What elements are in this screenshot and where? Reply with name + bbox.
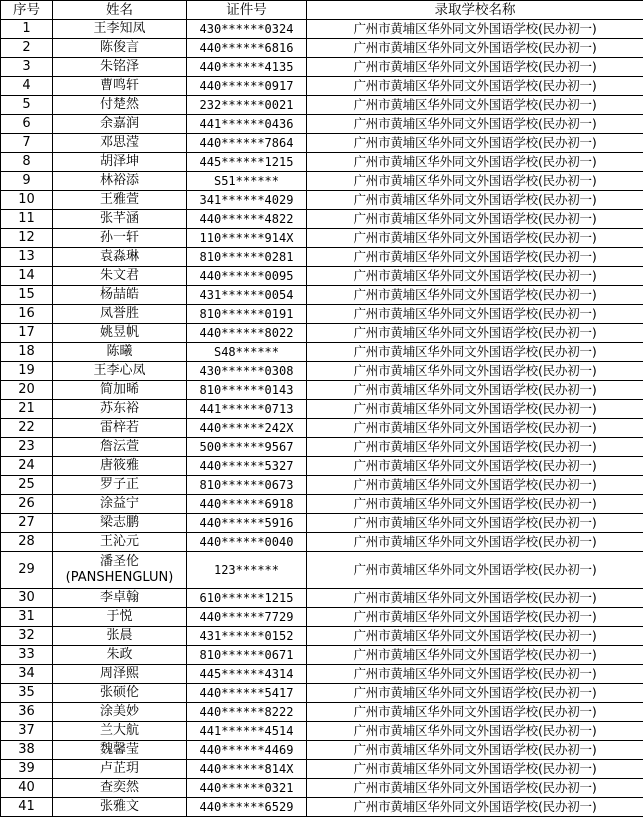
cell-id: 440******4469 — [187, 741, 307, 760]
table-row — [1, 115, 643, 134]
cell-id: 440******7729 — [187, 608, 307, 627]
cell-id: 430******0324 — [187, 20, 307, 39]
table-row — [1, 172, 643, 191]
cell-no: 9 — [1, 172, 53, 191]
cell-id: 440******242X — [187, 419, 307, 438]
cell-no: 38 — [1, 741, 53, 760]
table-row — [1, 741, 643, 760]
table-row — [1, 552, 643, 589]
cell-id: 810******0143 — [187, 381, 307, 400]
cell-id: S51****** — [187, 172, 307, 191]
header-row — [1, 1, 643, 20]
cell-no: 2 — [1, 39, 53, 58]
cell-school: 广州市黄埔区华外同文外国语学校(民办初一) — [307, 248, 643, 267]
cell-id: 440******4822 — [187, 210, 307, 229]
cell-name: 凤誉胜 — [53, 305, 187, 324]
table-row — [1, 77, 643, 96]
cell-no: 20 — [1, 381, 53, 400]
cell-no: 14 — [1, 267, 53, 286]
cell-name: 朱铭泽 — [53, 58, 187, 77]
cell-school: 广州市黄埔区华外同文外国语学校(民办初一) — [307, 722, 643, 741]
cell-name: 詹沄萱 — [53, 438, 187, 457]
table-row — [1, 343, 643, 362]
cell-school: 广州市黄埔区华外同文外国语学校(民办初一) — [307, 267, 643, 286]
cell-name: 林裕添 — [53, 172, 187, 191]
cell-no: 36 — [1, 703, 53, 722]
cell-no: 17 — [1, 324, 53, 343]
cell-school: 广州市黄埔区华外同文外国语学校(民办初一) — [307, 608, 643, 627]
cell-school: 广州市黄埔区华外同文外国语学校(民办初一) — [307, 533, 643, 552]
cell-name: 陈俊言 — [53, 39, 187, 58]
cell-school: 广州市黄埔区华外同文外国语学校(民办初一) — [307, 400, 643, 419]
cell-id: 810******0671 — [187, 646, 307, 665]
cell-name: 张晨 — [53, 627, 187, 646]
cell-school: 广州市黄埔区华外同文外国语学校(民办初一) — [307, 779, 643, 798]
cell-name: 简加晞 — [53, 381, 187, 400]
table-row — [1, 779, 643, 798]
cell-name: 王雅萱 — [53, 191, 187, 210]
table-row — [1, 210, 643, 229]
cell-no: 10 — [1, 191, 53, 210]
cell-id: 440******0040 — [187, 533, 307, 552]
table-row — [1, 476, 643, 495]
cell-no: 27 — [1, 514, 53, 533]
cell-no: 1 — [1, 20, 53, 39]
cell-name: 罗子正 — [53, 476, 187, 495]
cell-school: 广州市黄埔区华外同文外国语学校(民办初一) — [307, 191, 643, 210]
cell-name: 王李知凤 — [53, 20, 187, 39]
header-id: 证件号 — [187, 1, 307, 20]
cell-name: 余嘉润 — [53, 115, 187, 134]
cell-school: 广州市黄埔区华外同文外国语学校(民办初一) — [307, 172, 643, 191]
cell-id: 810******0191 — [187, 305, 307, 324]
table-row — [1, 20, 643, 39]
cell-no: 19 — [1, 362, 53, 381]
cell-school: 广州市黄埔区华外同文外国语学校(民办初一) — [307, 476, 643, 495]
cell-id: 440******4135 — [187, 58, 307, 77]
cell-no: 16 — [1, 305, 53, 324]
cell-no: 8 — [1, 153, 53, 172]
table-row — [1, 381, 643, 400]
cell-id: 123****** — [187, 552, 307, 589]
cell-no: 21 — [1, 400, 53, 419]
table-row — [1, 438, 643, 457]
cell-id: 440******0321 — [187, 779, 307, 798]
table-row — [1, 665, 643, 684]
cell-name: 姚昱帆 — [53, 324, 187, 343]
cell-id: 440******5417 — [187, 684, 307, 703]
cell-name: 唐筱雅 — [53, 457, 187, 476]
table-row — [1, 229, 643, 248]
table-row — [1, 400, 643, 419]
cell-no: 18 — [1, 343, 53, 362]
table-row — [1, 286, 643, 305]
table-row — [1, 58, 643, 77]
cell-name: 王李心凤 — [53, 362, 187, 381]
cell-name: 陈曦 — [53, 343, 187, 362]
cell-no: 6 — [1, 115, 53, 134]
table-row — [1, 362, 643, 381]
table-row — [1, 419, 643, 438]
table-row — [1, 722, 643, 741]
table-row — [1, 96, 643, 115]
cell-no: 5 — [1, 96, 53, 115]
cell-id: 441******4514 — [187, 722, 307, 741]
cell-name: 朱文君 — [53, 267, 187, 286]
table-row — [1, 608, 643, 627]
cell-id: 440******5327 — [187, 457, 307, 476]
cell-no: 26 — [1, 495, 53, 514]
cell-school: 广州市黄埔区华外同文外国语学校(民办初一) — [307, 703, 643, 722]
cell-id: 440******8022 — [187, 324, 307, 343]
cell-school: 广州市黄埔区华外同文外国语学校(民办初一) — [307, 627, 643, 646]
table-row — [1, 457, 643, 476]
cell-school: 广州市黄埔区华外同文外国语学校(民办初一) — [307, 646, 643, 665]
cell-school: 广州市黄埔区华外同文外国语学校(民办初一) — [307, 58, 643, 77]
cell-school: 广州市黄埔区华外同文外国语学校(民办初一) — [307, 229, 643, 248]
cell-no: 23 — [1, 438, 53, 457]
cell-id: 430******0308 — [187, 362, 307, 381]
header-name: 姓名 — [53, 1, 187, 20]
cell-name: 于悦 — [53, 608, 187, 627]
cell-id: S48****** — [187, 343, 307, 362]
cell-school: 广州市黄埔区华外同文外国语学校(民办初一) — [307, 305, 643, 324]
table-row — [1, 646, 643, 665]
cell-no: 29 — [1, 552, 53, 589]
table-row — [1, 514, 643, 533]
cell-name: 李卓翰 — [53, 589, 187, 608]
cell-no: 28 — [1, 533, 53, 552]
cell-school: 广州市黄埔区华外同文外国语学校(民办初一) — [307, 589, 643, 608]
cell-id: 441******0436 — [187, 115, 307, 134]
cell-name: 杨喆皓 — [53, 286, 187, 305]
cell-id: 440******814X — [187, 760, 307, 779]
cell-id: 440******6918 — [187, 495, 307, 514]
cell-name: 朱政 — [53, 646, 187, 665]
cell-no: 4 — [1, 77, 53, 96]
cell-no: 22 — [1, 419, 53, 438]
cell-no: 25 — [1, 476, 53, 495]
cell-school: 广州市黄埔区华外同文外国语学校(民办初一) — [307, 665, 643, 684]
cell-id: 810******0281 — [187, 248, 307, 267]
cell-name: 梁志鹏 — [53, 514, 187, 533]
table-row — [1, 305, 643, 324]
cell-school: 广州市黄埔区华外同文外国语学校(民办初一) — [307, 495, 643, 514]
cell-no: 13 — [1, 248, 53, 267]
cell-school: 广州市黄埔区华外同文外国语学校(民办初一) — [307, 552, 643, 589]
cell-name: 兰大航 — [53, 722, 187, 741]
cell-id: 232******0021 — [187, 96, 307, 115]
cell-no: 35 — [1, 684, 53, 703]
cell-name: 张芊涵 — [53, 210, 187, 229]
cell-school: 广州市黄埔区华外同文外国语学校(民办初一) — [307, 514, 643, 533]
cell-name: 周泽熙 — [53, 665, 187, 684]
cell-id: 810******0673 — [187, 476, 307, 495]
cell-name: 张硕伦 — [53, 684, 187, 703]
cell-name: 卢芷玥 — [53, 760, 187, 779]
cell-name-pinyin: (PANSHENGLUN) — [65, 570, 174, 585]
cell-no: 30 — [1, 589, 53, 608]
cell-no: 31 — [1, 608, 53, 627]
table-row — [1, 153, 643, 172]
table-row — [1, 760, 643, 779]
cell-id: 440******0095 — [187, 267, 307, 286]
cell-school: 广州市黄埔区华外同文外国语学校(民办初一) — [307, 96, 643, 115]
cell-name: 查奕然 — [53, 779, 187, 798]
cell-school: 广州市黄埔区华外同文外国语学校(民办初一) — [307, 39, 643, 58]
cell-name: 付楚然 — [53, 96, 187, 115]
cell-school: 广州市黄埔区华外同文外国语学校(民办初一) — [307, 324, 643, 343]
table-row — [1, 248, 643, 267]
cell-no: 37 — [1, 722, 53, 741]
cell-school: 广州市黄埔区华外同文外国语学校(民办初一) — [307, 684, 643, 703]
cell-id: 431******0152 — [187, 627, 307, 646]
cell-name: 涂美妙 — [53, 703, 187, 722]
cell-school: 广州市黄埔区华外同文外国语学校(民办初一) — [307, 210, 643, 229]
cell-no: 12 — [1, 229, 53, 248]
cell-school: 广州市黄埔区华外同文外国语学校(民办初一) — [307, 286, 643, 305]
header-school: 录取学校名称 — [307, 1, 643, 20]
cell-name: 胡泽坤 — [53, 153, 187, 172]
table-body — [1, 20, 643, 817]
table-row — [1, 684, 643, 703]
cell-id: 610******1215 — [187, 589, 307, 608]
cell-id: 440******0917 — [187, 77, 307, 96]
cell-school: 广州市黄埔区华外同文外国语学校(民办初一) — [307, 153, 643, 172]
cell-school: 广州市黄埔区华外同文外国语学校(民办初一) — [307, 134, 643, 153]
cell-id: 440******8222 — [187, 703, 307, 722]
cell-school: 广州市黄埔区华外同文外国语学校(民办初一) — [307, 343, 643, 362]
table-row — [1, 191, 643, 210]
cell-name: 雷梓若 — [53, 419, 187, 438]
table-row — [1, 495, 643, 514]
cell-name: 张雅文 — [53, 798, 187, 817]
cell-school: 广州市黄埔区华外同文外国语学校(民办初一) — [307, 115, 643, 134]
cell-no: 15 — [1, 286, 53, 305]
cell-school: 广州市黄埔区华外同文外国语学校(民办初一) — [307, 20, 643, 39]
cell-school: 广州市黄埔区华外同文外国语学校(民办初一) — [307, 438, 643, 457]
cell-name: 涂益宁 — [53, 495, 187, 514]
cell-name: 王沁元 — [53, 533, 187, 552]
cell-school: 广州市黄埔区华外同文外国语学校(民办初一) — [307, 77, 643, 96]
cell-id: 500******9567 — [187, 438, 307, 457]
cell-id: 440******6816 — [187, 39, 307, 58]
table-row — [1, 267, 643, 286]
table-row — [1, 703, 643, 722]
cell-id: 440******6529 — [187, 798, 307, 817]
cell-no: 32 — [1, 627, 53, 646]
cell-name: 苏东裕 — [53, 400, 187, 419]
cell-no: 11 — [1, 210, 53, 229]
table-row — [1, 324, 643, 343]
table-row — [1, 533, 643, 552]
cell-id: 441******0713 — [187, 400, 307, 419]
cell-name: 袁淼琳 — [53, 248, 187, 267]
cell-name: 孙一轩 — [53, 229, 187, 248]
cell-id: 445******4314 — [187, 665, 307, 684]
cell-no: 40 — [1, 779, 53, 798]
table-row — [1, 134, 643, 153]
cell-no: 24 — [1, 457, 53, 476]
table-row — [1, 627, 643, 646]
cell-school: 广州市黄埔区华外同文外国语学校(民办初一) — [307, 457, 643, 476]
table-row — [1, 798, 643, 817]
cell-school: 广州市黄埔区华外同文外国语学校(民办初一) — [307, 741, 643, 760]
cell-name: 邓思滢 — [53, 134, 187, 153]
cell-no: 34 — [1, 665, 53, 684]
header-no: 序号 — [1, 1, 53, 20]
cell-no: 7 — [1, 134, 53, 153]
cell-id: 341******4029 — [187, 191, 307, 210]
cell-id: 440******7864 — [187, 134, 307, 153]
cell-name: 曹鸣轩 — [53, 77, 187, 96]
cell-name-chinese: 潘圣伦 — [99, 554, 139, 569]
cell-id: 445******1215 — [187, 153, 307, 172]
cell-id: 110******914X — [187, 229, 307, 248]
cell-school: 广州市黄埔区华外同文外国语学校(民办初一) — [307, 362, 643, 381]
cell-no: 39 — [1, 760, 53, 779]
cell-school: 广州市黄埔区华外同文外国语学校(民办初一) — [307, 419, 643, 438]
cell-name: 魏馨莹 — [53, 741, 187, 760]
table-row — [1, 589, 643, 608]
cell-id: 431******0054 — [187, 286, 307, 305]
cell-id: 440******5916 — [187, 514, 307, 533]
cell-school: 广州市黄埔区华外同文外国语学校(民办初一) — [307, 760, 643, 779]
table-row — [1, 39, 643, 58]
cell-school: 广州市黄埔区华外同文外国语学校(民办初一) — [307, 381, 643, 400]
cell-name — [53, 552, 187, 589]
cell-school: 广州市黄埔区华外同文外国语学校(民办初一) — [307, 798, 643, 817]
cell-no: 41 — [1, 798, 53, 817]
cell-no: 3 — [1, 58, 53, 77]
cell-no: 33 — [1, 646, 53, 665]
